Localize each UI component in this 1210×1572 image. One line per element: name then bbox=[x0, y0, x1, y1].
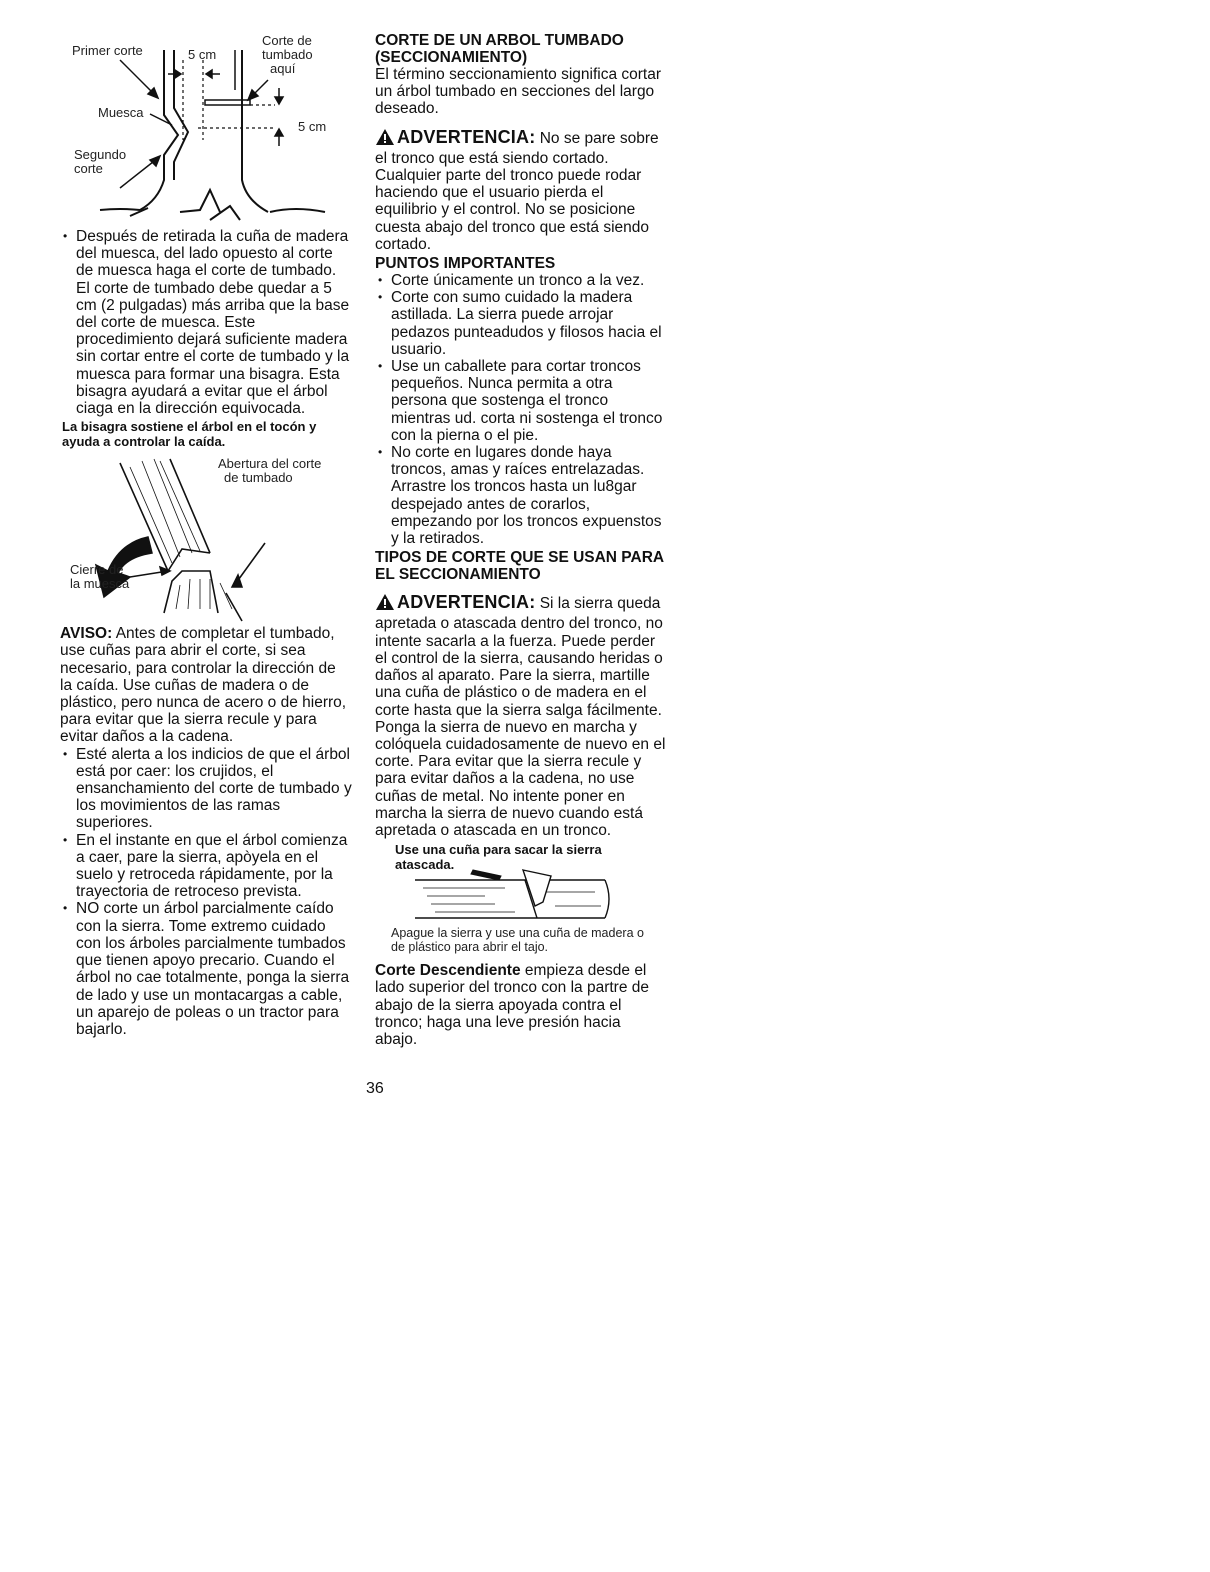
caption-cuna: Use una cuña para sacar la sierra atascada. bbox=[395, 842, 602, 873]
caption-bisagra: La bisagra sostiene el árbol en el tocón y ayuda a controlar la caída. bbox=[62, 419, 317, 450]
label-cierre-de: Cierre de bbox=[70, 562, 124, 578]
label-5cm-top: 5 cm bbox=[188, 47, 217, 62]
left-bullet-list-2 bbox=[60, 746, 352, 1038]
warning-2-title: ADVERTENCIA: bbox=[397, 592, 536, 613]
warning-triangle-icon bbox=[375, 128, 395, 150]
descendiente-paragraph bbox=[375, 962, 667, 1048]
right-bullet-list bbox=[375, 272, 667, 547]
falling-tree-illustration bbox=[60, 453, 352, 623]
wedge-log-diagram bbox=[375, 866, 667, 926]
intro-paragraph: El término seccionamiento significa cortar un árbol tumbado en secciones del largo deseado. bbox=[375, 66, 662, 118]
label-la-muesca: la muesca bbox=[70, 576, 130, 592]
list-item: • No corte en lugares donde haya troncos, amas y raíces entrelazadas. Arrastre los troncos hasta un lu8gar despejado antes de corarlos, empezando por los troncos expuenstos y la retirados. bbox=[375, 444, 667, 547]
label-muesca: Muesca bbox=[98, 105, 144, 120]
label-de-tumbado: de tumbado bbox=[224, 470, 293, 486]
list-item: • Corte únicamente un tronco a la vez. bbox=[375, 272, 667, 289]
page-number: 36 bbox=[366, 1080, 384, 1097]
descendiente-label: Corte Descendiente bbox=[375, 962, 521, 980]
left-bullet-list-1 bbox=[60, 228, 352, 417]
left-column bbox=[60, 30, 352, 1038]
warning-1-title: ADVERTENCIA: bbox=[397, 126, 536, 147]
aviso-paragraph bbox=[60, 625, 352, 745]
right-column bbox=[375, 32, 667, 1048]
heading-tipos-de-corte: TIPOS DE CORTE QUE SE USAN PARA EL SECCIONAMIENTO bbox=[375, 549, 664, 584]
list-item: • Esté alerta a los indicios de que el árbol está por caer: los crujidos, el ensanchamiento del corte de tumbado y los movimientos de las ramas superiores. bbox=[60, 746, 352, 832]
list-item: • NO corte un árbol parcialmente caído con la sierra. Tome extremo cuidado con los árboles parcialmente tumbados que tienen apoyo precario. Cuando el árbol no cae totalmente, ponga la sierra de lado y use un montacargas a cable, un aparejo de poleas o un tractor para bajarlo. bbox=[60, 900, 352, 1038]
label-corte: corte bbox=[74, 161, 103, 176]
label-aqui: aquí bbox=[270, 61, 296, 76]
label-5cm-right: 5 cm bbox=[298, 119, 327, 134]
list-item: • Después de retirada la cuña de madera del muesca, del lado opuesto al corte de muesca haga el corte de tumbado. El corte de tumbado debe quedar a 5 cm (2 pulgadas) más arriba que la base del corte de muesca. Este procedimiento dejará suficiente madera sin cortar entre el corte de tumbado y la muesca para formar una bisagra. Esta bisagra ayudará a evitar que el árbol ciaga en la dirección equivocada. bbox=[60, 228, 352, 417]
warning-triangle-icon bbox=[375, 593, 395, 615]
heading-puntos-importantes: PUNTOS IMPORTANTES bbox=[375, 255, 556, 273]
warning-2-text: Si la sierra queda apretada o atascada dentro del tronco, no intente sacarla a la fuerza. Puede perder el control de la sierra, causando heridas o daños al aparato. Pare la sierra, martille una cuña de plástico o de madera en el corte hasta que la sierra salga fácilmente. Ponga la sierra de nuevo en marcha y colóquela cuidadosamente de nuevo en el corte. Para evitar que la sierra recule y para evitar daños a la cadena, no use cuñas de metal. No intente poner en marcha la sierra de nuevo cuando está apretada o atascada en un tronco. bbox=[375, 595, 666, 839]
log-with-wedge-illustration bbox=[375, 866, 667, 926]
label-corte-de: Corte de bbox=[262, 33, 312, 48]
caption-apague: Apague la sierra y use una cuña de madera o de plástico para abrir el tajo. bbox=[391, 926, 644, 955]
heading-seccionamiento: CORTE DE UN ARBOL TUMBADO (SECCIONAMIENTO) bbox=[375, 32, 624, 66]
warning-1-text: No se pare sobre el tronco que está siendo cortado. Cualquier parte del tronco puede rodar haciendo que el usuario pierda el equilibrio y el control. No se posicione cuesta abajo del tronco que está siendo cortado. bbox=[375, 129, 659, 253]
hinge-diagram bbox=[60, 453, 352, 623]
aviso-label: AVISO: bbox=[60, 625, 113, 643]
warning-2 bbox=[375, 593, 667, 839]
label-tumbado: tumbado bbox=[262, 47, 313, 62]
label-segundo: Segundo bbox=[74, 147, 127, 162]
notch-diagram bbox=[60, 30, 352, 222]
descendiente-text: empieza desde el lado superior del tronco con la partre de abajo de la sierra apoyada contra el tronco; haga una leve presión hacia abajo. bbox=[375, 962, 649, 1048]
list-item: • Corte con sumo cuidado la madera astillada. La sierra puede arrojar pedazos punteadudos y filosos hacia el usuario. bbox=[375, 289, 667, 358]
list-item: • Use un caballete para cortar troncos pequeños. Nunca permita a otra persona que sostenga el tronco mientras ud. corta ni sostenga el tronco con la pierna o el pie. bbox=[375, 358, 667, 444]
warning-1 bbox=[375, 128, 667, 253]
label-abertura: Abertura del corte bbox=[218, 456, 322, 472]
aviso-text: Antes de completar el tumbado, use cuñas para abrir el corte, si sea necesario, para controlar la dirección de la caída. Use cuñas de madera o de plástico, pero nunca de acero o de hierro, para evitar que la sierra recule y para evitar daños a la cadena. bbox=[60, 625, 347, 746]
label-primer-corte: Primer corte bbox=[72, 43, 143, 58]
list-item: • En el instante en que el árbol comienza a caer, pare la sierra, apòyela en el suelo y retroceda rápidamente, por la trayectoria de retroceso prevista. bbox=[60, 832, 352, 901]
